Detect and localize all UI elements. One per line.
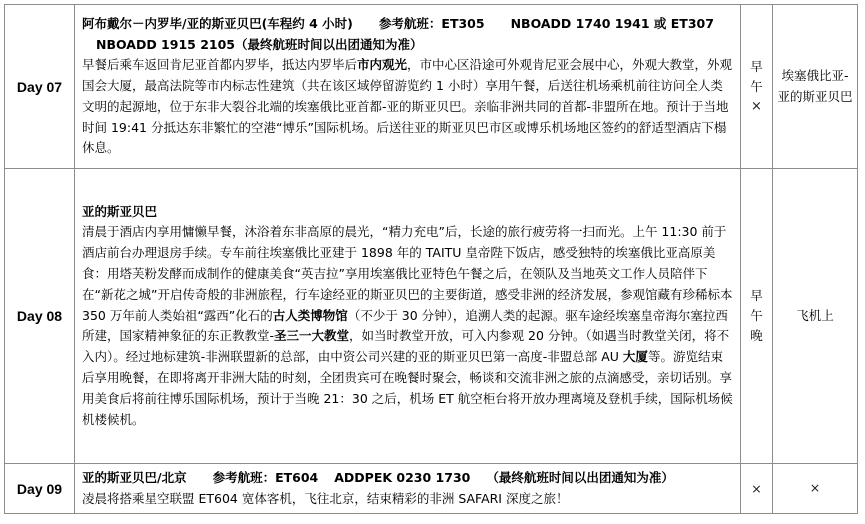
day-title: 亚的斯亚贝巴: [82, 203, 158, 219]
day-label: Day 08: [5, 169, 75, 464]
meals-cell: [741, 169, 773, 464]
meal-breakfast: 早: [750, 288, 763, 303]
meals-cell: ×: [741, 464, 773, 514]
meals-cell: [741, 5, 773, 169]
itinerary-row-day08: [5, 169, 858, 464]
day-title: 阿布戴尔－内罗毕/亚的斯亚贝巴(车程约 4 小时) 参考航班：ET305 NBOADD 1740 1941 或 ET307 NBOADD 1915 2105（最终航班时间以出团通知为准）: [82, 15, 714, 52]
meal-dinner: ×: [751, 98, 762, 114]
hotel-cell: 埃塞俄比亚-亚的斯亚贝巴: [773, 5, 858, 169]
meal-dinner: 晚: [750, 328, 763, 343]
itinerary-table: [4, 4, 858, 514]
day-label: Day 09: [5, 464, 75, 514]
day-content: [75, 169, 741, 464]
day-title: 亚的斯亚贝巴/北京 参考航班：ET604 ADDPEK 0230 1730 （最终航班时间以出团通知为准）: [82, 469, 674, 485]
meal-lunch: 午: [750, 78, 763, 94]
hotel-cell: 飞机上: [773, 169, 858, 464]
day-description: 凌晨将搭乘星空联盟 ET604 宽体客机，飞往北京，结束精彩的非洲 SAFARI 深度之旅！: [82, 490, 569, 506]
meal-lunch: 午: [750, 308, 763, 323]
day-description: 清晨于酒店内享用慵懒早餐，沐浴着东非高原的晨光，“精力充电”后，长途的旅行疲劳将一扫而光。上午 11:30 前于酒店前台办理退房手续。专车前往埃塞俄比亚建于 1898 年的 TAITU 皇帝陛下饭店，感受独特的埃塞俄比亚高原美食：用塔芙粉发酵而成制作的健康美食“英吉拉”享用埃塞俄比亚特色午餐之后，在领队及当地英文工作人员陪伴下在“新花之城”开启传奇般的非洲旅程，行车途经亚的斯亚贝巴的主要街道，感受非洲的经济发展，参观馆藏有珍稀标本 350 万年前人类始祖“露西”化石的古人类博物馆（不少于 30 分钟），追溯人类的起源。驱车途经埃塞皇帝海尔塞拉西所建，国家精神象征的东正教教堂-圣三一大教堂，如当时教堂开放，可入内参观 20 分钟。（如遇当时教堂关闭，将不入内）。经过地标建筑-非洲联盟新的总部，由中资公司兴建的亚的斯亚贝巴第一高度-非盟总部 AU 大厦等。游览结束后享用晚餐，在即将离开非洲大陆的时刻，全团贵宾可在晚餐时聚会，畅谈和交流非洲之旅的点滴感受，亲切话别。享用美食后将前往博乐国际机场，预计于当晚 21：30 之后，机场 ET 航空柜台将开放办理离境及登机手续，国际机场候机楼候机。: [82, 224, 733, 427]
day-content: [75, 464, 741, 514]
itinerary-row-day07: [5, 5, 858, 169]
itinerary-row-day09: [5, 464, 858, 514]
hotel-cell: ×: [773, 464, 858, 514]
meal-breakfast: 早: [750, 58, 763, 74]
day-description: 早餐后乘车返回肯尼亚首都内罗毕，抵达内罗毕后市内观光，市中心区沿途可外观肯尼亚会展中心，外观大教堂，外观国会大厦，最高法院等市内标志性建筑（共在该区域停留游览约 1 小时）享用午餐，后送往机场乘机前往访问全人类文明的起源地，位于东非大裂谷北端的埃塞俄比亚首都-亚的斯亚贝巴。亲临非洲共同的首都-非盟所在地。预计于当地时间 19:41 分抵达东非繁忙的空港“博乐”国际机场。后送往亚的斯亚贝巴市区或博乐机场地区签约的舒适型酒店下榻休息。: [82, 57, 733, 156]
day-content: [75, 5, 741, 169]
day-label: Day 07: [5, 5, 75, 169]
